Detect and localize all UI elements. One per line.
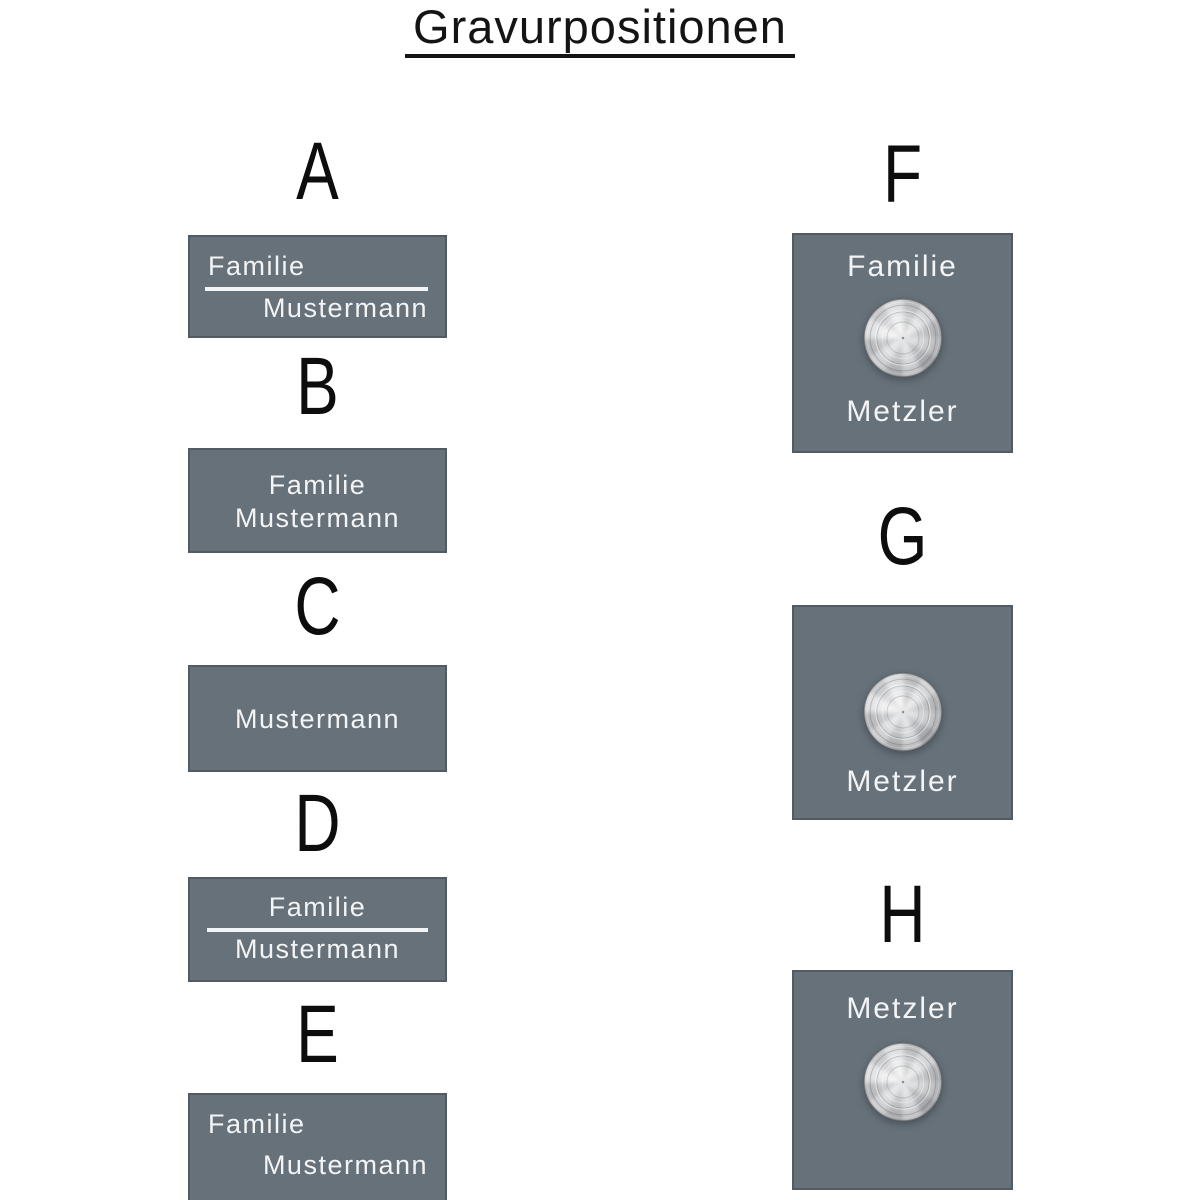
option-e-letter: E	[296, 989, 339, 1080]
plate-option-f	[792, 233, 1013, 453]
header	[0, 0, 1200, 58]
plate-option-c	[188, 665, 447, 772]
doorbell-button-icon	[863, 298, 943, 378]
engraving-top: Familie	[847, 250, 958, 283]
divider-line	[207, 928, 428, 932]
engraving-line-2: Mustermann	[234, 503, 401, 533]
engraving-line-1: Familie	[268, 892, 367, 922]
engraving-line-1: Familie	[208, 251, 306, 281]
divider-line	[205, 287, 428, 291]
plate-option-a	[188, 235, 447, 338]
engraving-line-1: Familie	[268, 470, 367, 500]
engraving-line-1: Familie	[208, 1109, 306, 1139]
option-a-letter: A	[296, 126, 339, 217]
engraving-line-2: Mustermann	[262, 1150, 428, 1180]
plate-option-e	[188, 1093, 447, 1200]
page-title: Gravurpositionen	[405, 0, 795, 58]
plate-option-d	[188, 877, 447, 982]
engraving-bottom: Metzler	[846, 395, 959, 428]
engraving-top: Metzler	[846, 992, 959, 1025]
doorbell-button-icon	[863, 672, 943, 752]
option-c-letter: C	[294, 561, 341, 652]
doorbell-button-icon	[863, 1042, 943, 1122]
engraving-line-2: Mustermann	[234, 934, 401, 964]
option-b-letter: B	[296, 341, 339, 432]
plate-option-b	[188, 448, 447, 553]
engraving-bottom: Metzler	[846, 765, 959, 798]
option-h-letter: H	[879, 869, 926, 960]
plate-option-g	[792, 605, 1013, 820]
plate-option-h	[792, 970, 1013, 1190]
engraving-line-2: Mustermann	[262, 293, 428, 323]
option-d-letter: D	[294, 778, 341, 869]
option-f-letter: F	[882, 129, 923, 220]
option-g-letter: G	[877, 491, 928, 582]
engraving-line-1: Mustermann	[234, 704, 401, 734]
